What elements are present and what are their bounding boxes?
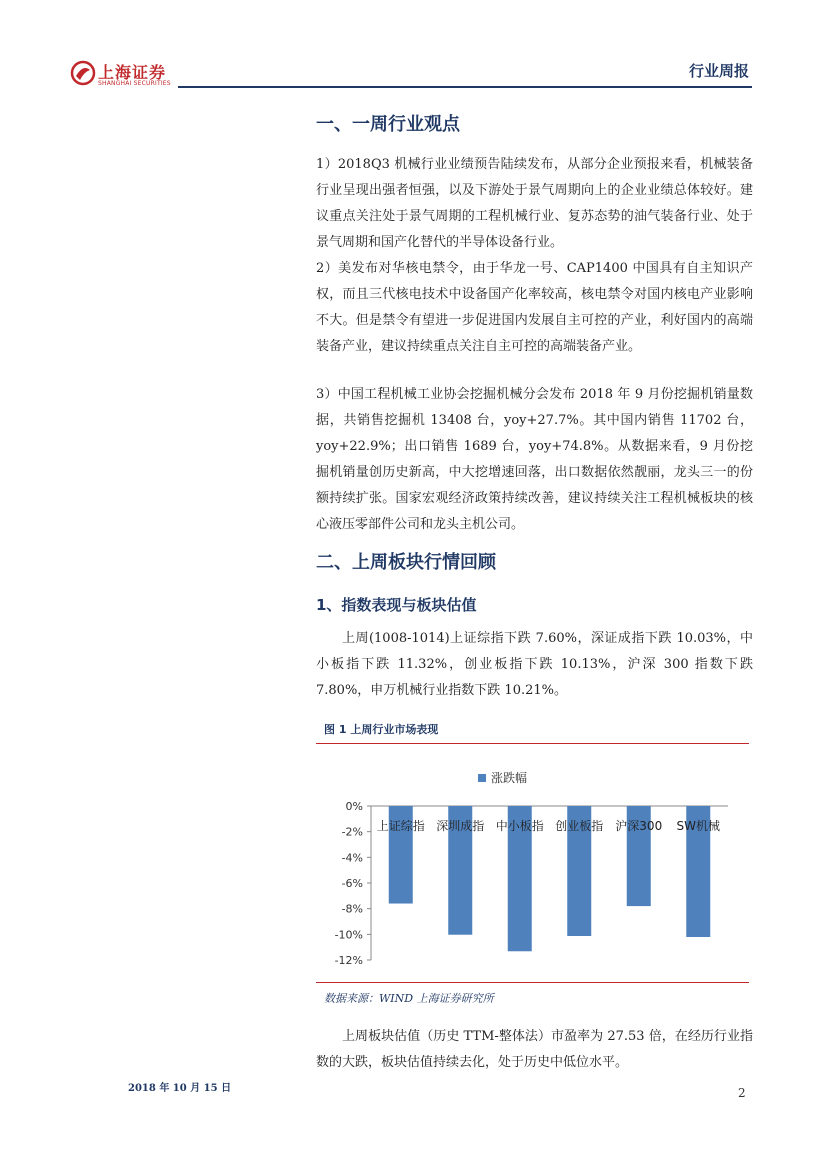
x-tick-label: 上证综指 — [376, 819, 425, 833]
section1-paragraph-3: 3）中国工程机械工业协会挖掘机械分会发布 2018 年 9 月份挖掘机销量数据，共销售挖掘机 13408 台，yoy+27.7%。其中国内销售 11702 台，yoy+22.9%；出口销售 1689 台，yoy+74.8%。从数据来看，9 月份挖掘机销量创历史新高，中大挖增速回落，出口数据依然靓丽，龙头三一的份额持续扩张。国家宏观经济政策持续改善，建议持续关注工程机械板块的核心液压零部件公司和龙头主机公司。 — [316, 387, 753, 532]
y-tick-label: -4% — [341, 851, 363, 865]
y-tick-label: 0% — [345, 800, 363, 813]
x-tick-label: 沪深300 — [615, 819, 663, 833]
page-number: 2 — [738, 1086, 746, 1100]
x-tick-label: 中小板指 — [495, 819, 544, 833]
x-tick-label: 深圳成指 — [436, 819, 485, 833]
data-source: 数据来源：WIND 上海证券研究所 — [324, 992, 494, 1005]
x-tick-label: 创业板指 — [555, 819, 604, 833]
section2-heading: 二、上周板块行情回顾 — [316, 552, 496, 573]
report-date: 2018 年 10 月 15 日 — [128, 1083, 232, 1094]
y-tick-label: -6% — [341, 877, 363, 890]
market-performance-chart — [316, 752, 748, 980]
legend-label: 涨跌幅 — [491, 771, 528, 785]
logo — [70, 58, 190, 92]
section1-heading: 一、一周行业观点 — [316, 114, 460, 135]
figure-bottom-rule — [316, 982, 749, 983]
y-tick-label: -10% — [334, 928, 363, 942]
logo-subtext: SHANGHAI SECURITIES — [98, 80, 171, 87]
section2-paragraph-2: 上周板块估值（历史 TTM-整体法）市盈率为 27.53 倍，在经历行业指数的大跌，板块估值持续去化，处于历史中低位水平。 — [316, 1029, 753, 1070]
x-tick-label: SW机械 — [676, 819, 720, 833]
y-tick-label: -2% — [341, 825, 363, 839]
y-tick-label: -12% — [334, 954, 363, 967]
legend-swatch — [478, 774, 486, 782]
report-type-title: 行业周报 — [688, 62, 749, 80]
logo-text: 上海证券 — [98, 63, 167, 82]
figure-title: 图 1 上周行业市场表现 — [324, 723, 439, 736]
x-axis-labels — [377, 818, 720, 833]
section1-paragraph-1: 1）2018Q3 机械行业业绩预告陆续发布，从部分企业预报来看，机械装备行业呈现出强者恒强，以及下游处于景气周期向上的企业业绩总体较好。建议重点关注处于景气周期的工程机械行业、复苏态势的油气装备行业、处于景气周期和国产化替代的半导体设备行业。 — [316, 157, 753, 250]
chart-legend — [478, 770, 527, 785]
figure-top-rule — [316, 743, 749, 744]
header-divider — [178, 86, 752, 88]
logo-emblem-icon — [70, 60, 96, 86]
y-tick-label: -8% — [341, 902, 363, 916]
section1-paragraph-2: 2）美发布对华核电禁令，由于华龙一号、CAP1400 中国具有自主知识产权，而且三代核电技术中设备国产化率较高，核电禁令对国内核电产业影响不大。但是禁令有望进一步促进国内发展自主可控的产业，利好国内的高端装备产业，建议持续重点关注自主可控的高端装备产业。 — [316, 261, 753, 354]
section2-paragraph-1: 上周(1008-1014)上证综指下跌 7.60%，深证成指下跌 10.03%，中小板指下跌 11.32%，创业板指下跌 10.13%，沪深 300 指数下跌 7.80%，申万机械行业指数下跌 10.21%。 — [316, 631, 753, 698]
section2-subheading: 1、指数表现与板块估值 — [316, 596, 477, 614]
